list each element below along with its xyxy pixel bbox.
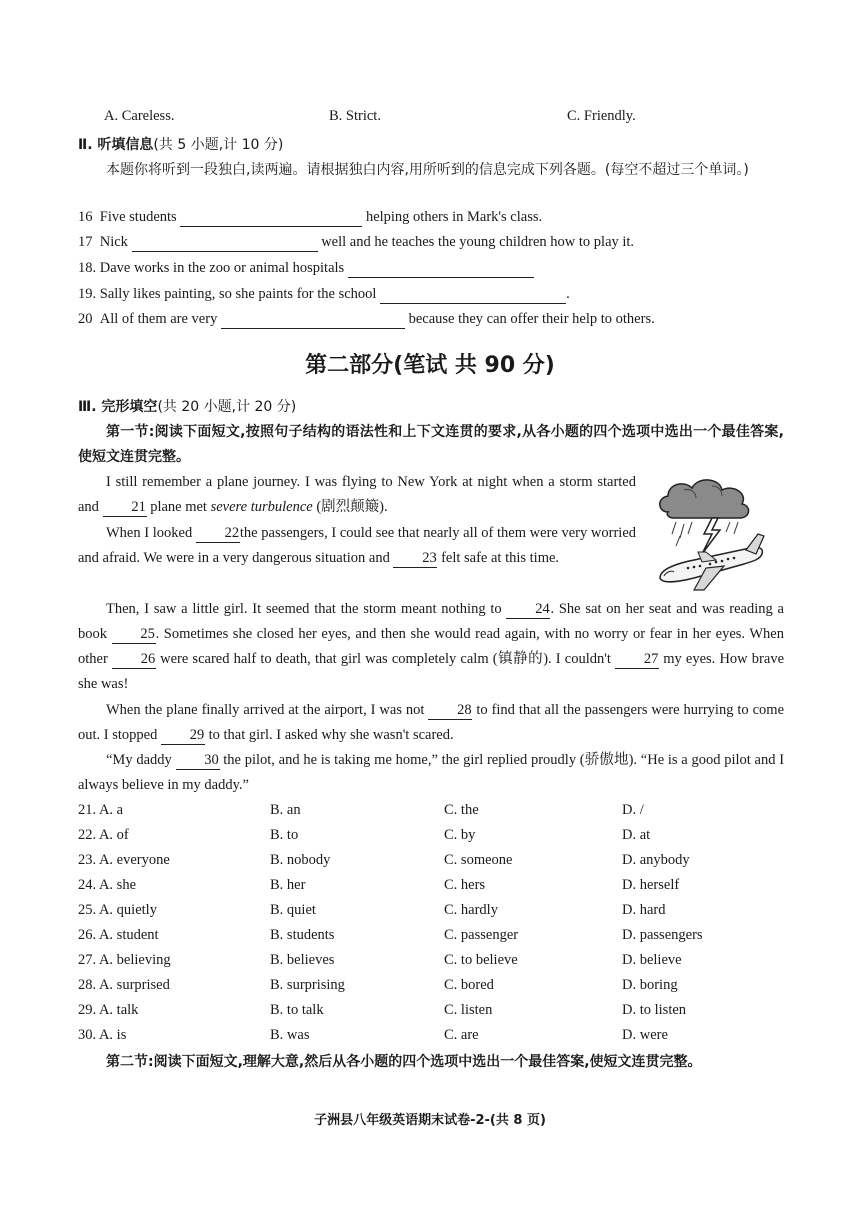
option-a-careless: A. Careless. [104, 108, 175, 124]
answer-blank[interactable] [180, 210, 362, 227]
options-row-26: 26. A. student B. students C. passenger D. passengers [78, 927, 703, 943]
option-b-strict: B. Strict. [329, 108, 381, 124]
subsection-1-instruction: 第一节:阅读下面短文,按照句子结构的语法性和上下文连贯的要求,从各小题的四个选项中选出一个最佳答案,使短文连贯完整。 [78, 424, 784, 465]
cloze-blank-27[interactable]: 27 [615, 652, 659, 669]
options-row-25: 25. A. quietly B. quiet C. hardly D. hard [78, 902, 666, 918]
answer-blank[interactable] [380, 287, 566, 304]
storm-airplane-illustration [654, 474, 770, 594]
answer-blank[interactable] [348, 261, 534, 278]
airplane-icon [660, 534, 764, 590]
page-footer: 子洲县八年级英语期末试卷-2-(共 8 页) [314, 1113, 546, 1128]
section-3-heading: Ⅲ. 完形填空(共 20 小题,计 20 分) [78, 399, 297, 415]
section-2-instruction: 本题你将听到一段独白,读两遍。请根据独白内容,用所听到的信息完成下列各题。(每空不超过三个单词。) [106, 162, 749, 178]
storm-cloud-icon [660, 480, 749, 518]
part-two-title: 第二部分(笔试 共 90 分) [305, 353, 555, 378]
cloze-blank-21[interactable]: 21 [103, 500, 147, 517]
cloze-blank-29[interactable]: 29 [161, 728, 205, 745]
cloze-blank-28[interactable]: 28 [428, 703, 472, 720]
cloze-blank-26[interactable]: 26 [112, 652, 156, 669]
subsection-2-instruction: 第二节:阅读下面短文,理解大意,然后从各小题的四个选项中选出一个最佳答案,使短文连贯完整。 [106, 1054, 702, 1070]
options-row-23: 23. A. everyone B. nobody C. someone D. anybody [78, 852, 690, 868]
passage-paragraph-1: I still remember a plane journey. I was flying to New York at night when a storm started and 21 plane met severe turbulence (剧烈颠簸). [78, 474, 636, 515]
options-row-21: 21. A. a B. an C. the D. / [78, 802, 644, 818]
listening-item-17: 17 Nick well and he teaches the young children how to play it. [78, 234, 635, 250]
options-row-30: 30. A. is B. was C. are D. were [78, 1027, 668, 1043]
cloze-blank-24[interactable]: 24 [506, 602, 550, 619]
listening-item-19: 19. Sally likes painting, so she paints for the school . [78, 286, 570, 302]
cloze-blank-23[interactable]: 23 [393, 551, 437, 568]
answer-blank[interactable] [221, 312, 405, 329]
options-row-24: 24. A. she B. her C. hers D. herself [78, 877, 680, 893]
options-row-22: 22. A. of B. to C. by D. at [78, 827, 651, 843]
passage-paragraph-2: When I looked 22the passengers, I could see that nearly all of them were very worried and afraid. We were in a very dangerous situation and 23 felt safe at this time. [78, 525, 637, 566]
options-row-27: 27. A. believing B. believes C. to believe D. believe [78, 952, 682, 968]
answer-blank[interactable] [132, 235, 318, 252]
passage-paragraph-4: When the plane finally arrived at the airport, I was not 28 to find that all the passengers were hurrying to come out. I stopped 29 to that girl. I asked why she wasn't scared. [78, 702, 785, 743]
section-2-heading: Ⅱ. 听填信息(共 5 小题,计 10 分) [78, 137, 284, 153]
cloze-blank-22[interactable]: 22 [196, 526, 240, 543]
options-row-28: 28. A. surprised B. surprising C. bored D. boring [78, 977, 678, 993]
lightning-bolt-icon [702, 518, 720, 554]
listening-item-16: 16 Five students helping others in Mark's class. [78, 209, 543, 225]
cloze-blank-25[interactable]: 25 [112, 627, 156, 644]
passage-paragraph-3: Then, I saw a little girl. It seemed that the storm meant nothing to 24. She sat on her seat and was reading a book 25. Sometimes she closed her eyes, and then she would read again, with no worry or fear in her eyes. When other 26 were scared half to death, that girl was completely calm (镇静的). I couldn't 27 my eyes. How brave she was! [78, 601, 784, 692]
listening-item-20: 20 All of them are very because they can offer their help to others. [78, 311, 655, 327]
passage-paragraph-5: “My daddy 30 the pilot, and he is taking me home,” the girl replied proudly (骄傲地). “He is a good pilot and I always believe in my daddy.” [78, 752, 785, 793]
listening-item-18: 18. Dave works in the zoo or animal hospitals [78, 260, 534, 278]
options-row-29: 29. A. talk B. to talk C. listen D. to listen [78, 1002, 687, 1018]
option-c-friendly: C. Friendly. [567, 108, 636, 124]
cloze-blank-30[interactable]: 30 [176, 753, 220, 770]
